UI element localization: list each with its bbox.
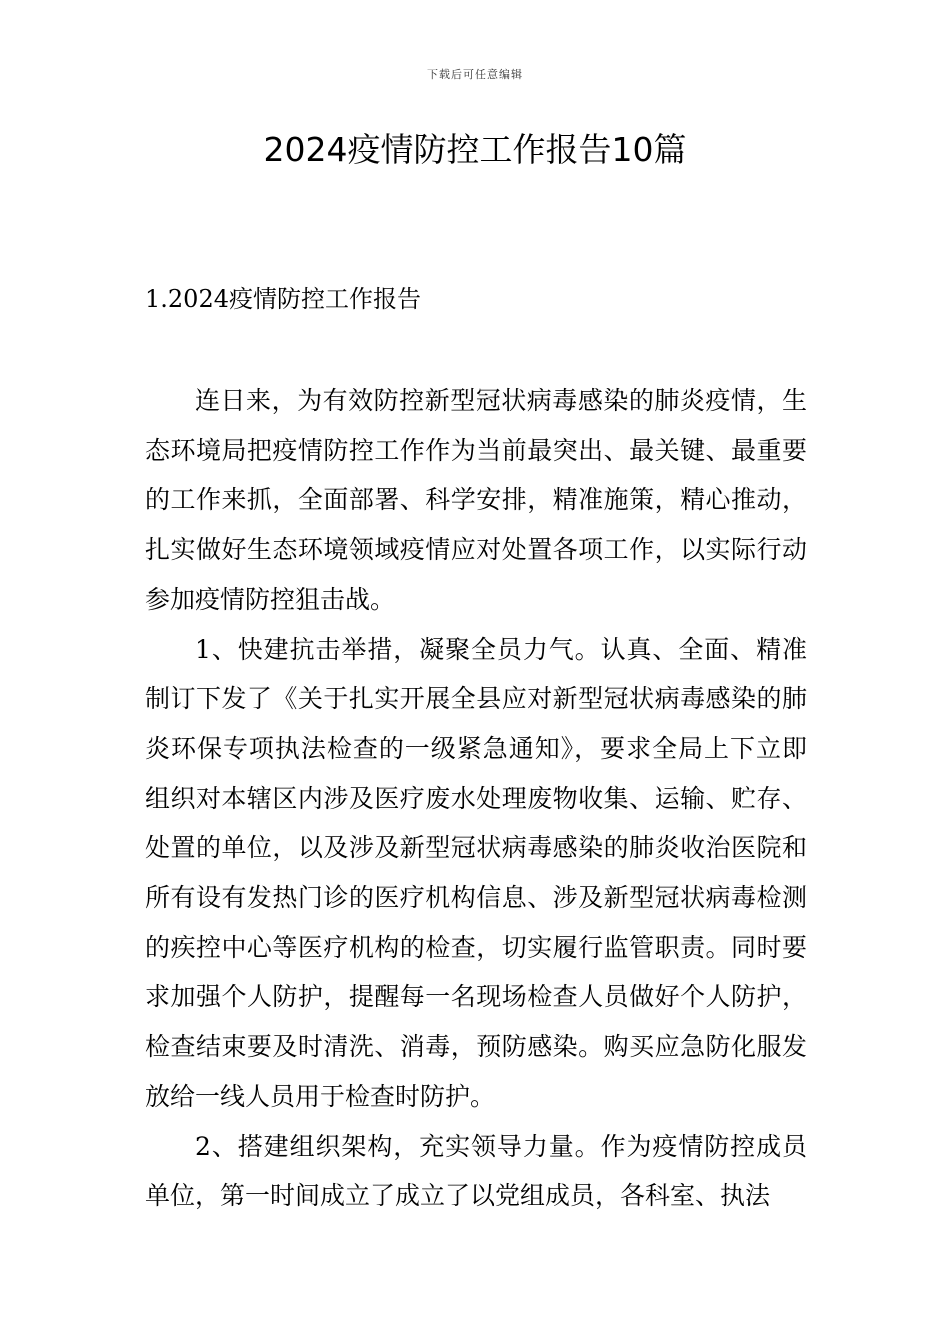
body-text [145,376,807,1221]
document-title: 2024疫情防控工作报告10篇 [263,130,687,169]
section-heading: 1.2024疫情防控工作报告 [145,285,421,313]
header-note: 下载后可任意编辑 [427,68,523,81]
paragraph-item-2: 2、搭建组织架构，充实领导力量。作为疫情防控成员单位，第一时间成立了成立了以党组成员，各科室、执法 [145,1131,807,1211]
paragraph-item-1: 1、快建抗击举措，凝聚全员力气。认真、全面、精准制订下发了《关于扎实开展全县应对新型冠状病毒感染的肺炎环保专项执法检查的一级紧急通知》，要求全局上下立即组织对本辖区内涉及医疗废水处理废物收集、运输、贮存、处置的单位，以及涉及新型冠状病毒感染的肺炎收治医院和所有设有发热门诊的医疗机构信息、涉及新型冠状病毒检测的疾控中心等医疗机构的检查，切实履行监管职责。同时要求加强个人防护，提醒每一名现场检查人员做好个人防护，检查结束要及时清洗、消毒，预防感染。购买应急防化服发放给一线人员用于检查时防护。 [145,634,807,1111]
paragraph-intro: 连日来，为有效防控新型冠状病毒感染的肺炎疫情，生态环境局把疫情防控工作作为当前最突出、最关键、最重要的工作来抓，全面部署、科学安排，精准施策，精心推动，扎实做好生态环境领域疫情应对处置各项工作，以实际行动参加疫情防控狙击战。 [145,386,807,614]
